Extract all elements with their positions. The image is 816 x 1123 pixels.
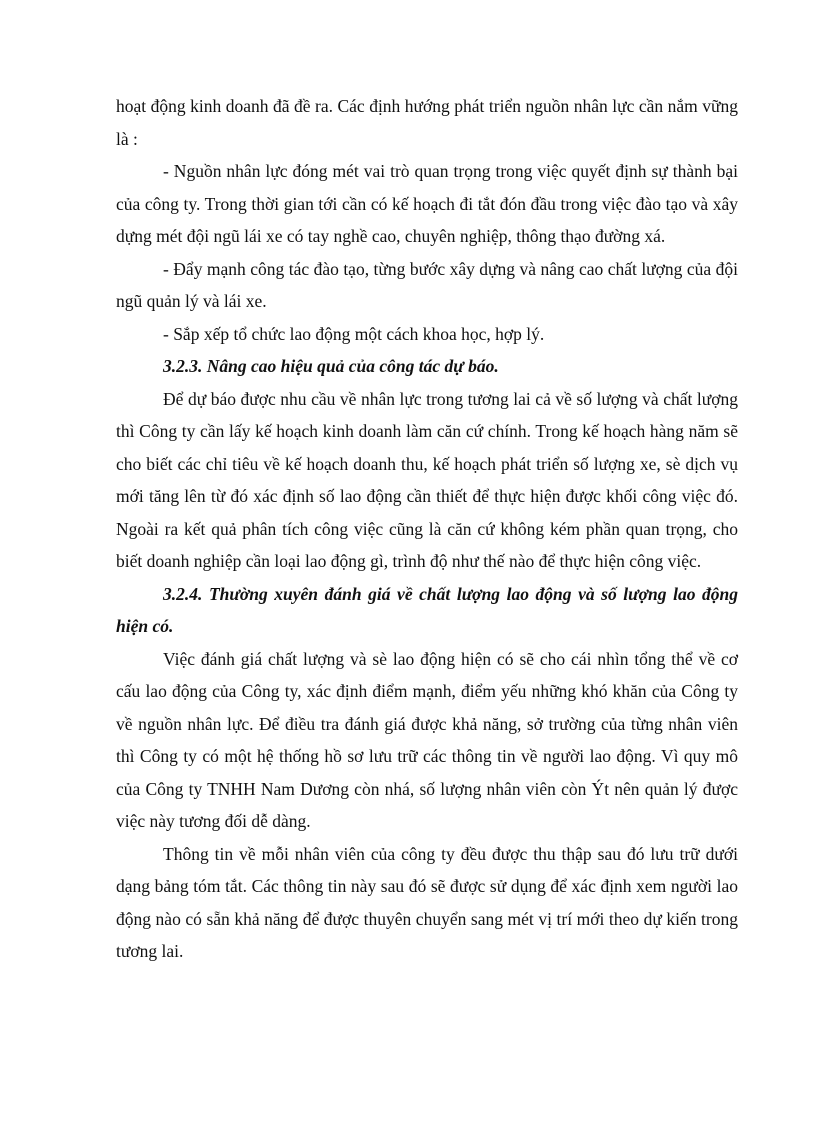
bullet-training: - Đẩy mạnh công tác đào tạo, từng bước xây dựng và nâng cao chất lượng của đội ngũ quản lý và lái xe. <box>116 258 738 311</box>
paragraph-forecast: Để dự báo được nhu cầu về nhân lực trong tương lai cả về số lượng và chất lượng thì Công ty cần lấy kế hoạch kinh doanh làm căn cứ chính. Trong kế hoạch hàng năm sẽ cho biết các chỉ tiêu về kế hoạch doanh thu, kế hoạch phát triển số lượng xe, sè dịch vụ mới tăng lên từ đó xác định số lao động cần thiết để thực hiện được khối công việc đó. Ngoài ra kết quả phân tích công việc cũng là căn cứ không kém phần quan trọng, cho biết doanh nghiệp cần loại lao động gì, trình độ như thế nào để thực hiện công việc. <box>116 388 738 571</box>
bullet-organization: - Sắp xếp tổ chức lao động một cách khoa học, hợp lý. <box>163 323 545 344</box>
section-heading-3-2-3: 3.2.3. Nâng cao hiệu quả của công tác dự báo. <box>163 356 499 376</box>
section-heading-3-2-4: 3.2.4. Thường xuyên đánh giá về chất lượng lao động và số lượng lao động hiện có. <box>116 583 738 636</box>
paragraph-employee-info: Thông tin về mỗi nhân viên của công ty đều được thu thập sau đó lưu trữ dưới dạng bảng tóm tắt. Các thông tin này sau đó sẽ được sử dụng để xác định xem người lao động nào có sẵn khả năng để được thuyên chuyển sang mét vị trí mới theo dự kiến trong tương lai. <box>116 843 738 961</box>
bullet-human-resources: - Nguồn nhân lực đóng mét vai trò quan trọng trong việc quyết định sự thành bại của công ty. Trong thời gian tới cần có kế hoạch đi tắt đón đầu trong việc đào tạo và xây dựng mét đội ngũ lái xe có tay nghề cao, chuyên nghiệp, thông thạo đường xá. <box>116 161 738 246</box>
document-page <box>116 90 738 968</box>
paragraph-evaluation: Việc đánh giá chất lượng và sè lao động hiện có sẽ cho cái nhìn tổng thể về cơ cấu lao động của Công ty, xác định điểm mạnh, điểm yếu những khó khăn của Công ty về nguồn nhân lực. Để điều tra đánh giá được khả năng, sở trường của từng nhân viên thì Công ty có một hệ thống hồ sơ lưu trữ các thông tin về người lao động. Vì quy mô của Công ty TNHH Nam Dương còn nhá, số lượng nhân viên còn Ýt nên quản lý được việc này tương đối dễ dàng. <box>116 648 738 831</box>
paragraph-intro: hoạt động kinh doanh đã đề ra. Các định hướng phát triển nguồn nhân lực cần nắm vững là : <box>116 96 738 149</box>
